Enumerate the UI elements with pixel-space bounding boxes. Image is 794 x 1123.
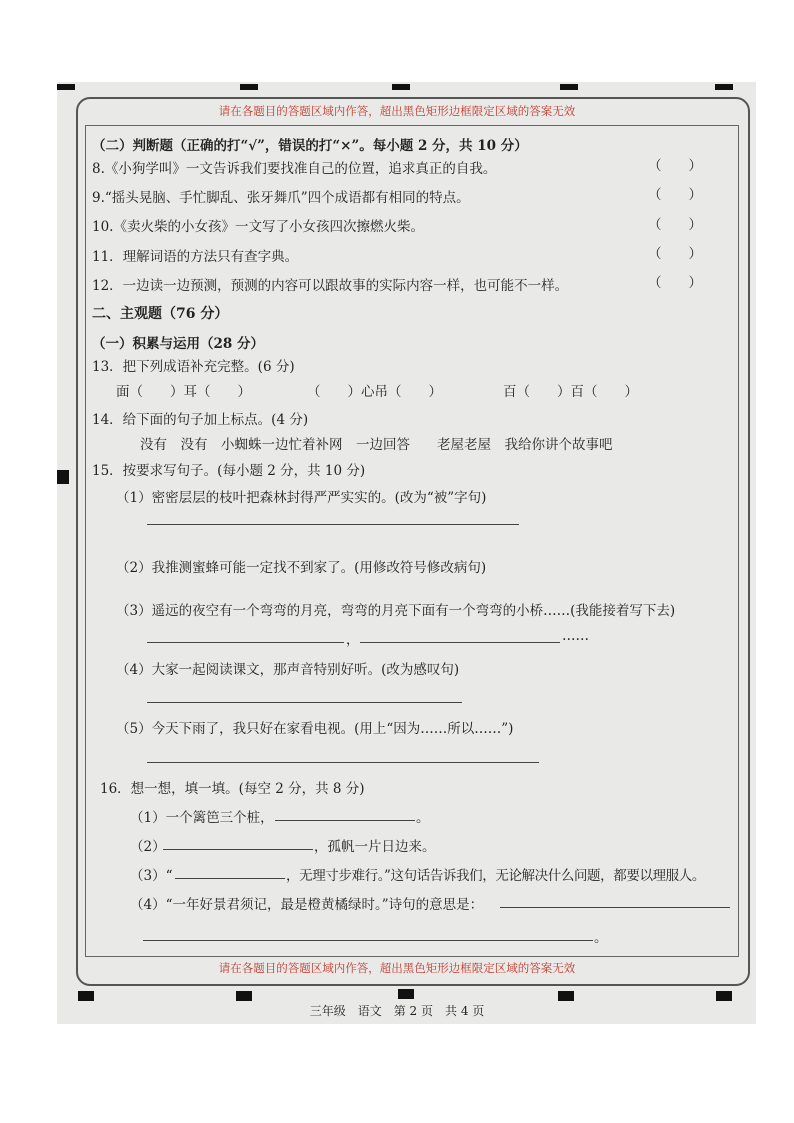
q16-item-4-end: 。 xyxy=(594,930,608,946)
alignment-mark xyxy=(558,991,574,1001)
judge-answer-11[interactable]: （ ） xyxy=(648,246,702,262)
q14-sentence: 没有 没有 小蜘蛛一边忙着补网 一边回答 老屋老屋 我给你讲个故事吧 xyxy=(140,437,613,453)
alignment-mark xyxy=(392,84,410,90)
alignment-mark xyxy=(398,989,414,999)
q13-idiom-2[interactable]: （ ）心吊（ ） xyxy=(307,384,442,400)
judge-item-11: 11．理解词语的方法只有查字典。 xyxy=(92,249,299,265)
q15-ellipsis: …… xyxy=(562,628,589,644)
q13-idiom-1[interactable]: 面（ ）耳（ ） xyxy=(116,384,251,400)
judge-item-12: 12．一边读一边预测，预测的内容可以跟故事的实际内容一样，也可能不一样。 xyxy=(92,278,569,294)
judge-item-9: 9.“摇头晃脑、手忙脚乱、张牙舞爪”四个成语都有相同的特点。 xyxy=(92,190,470,206)
alignment-mark xyxy=(715,84,733,90)
q16-item-3-end: ，无理寸步难行。”这句话告诉我们，无论解决什么问题，都要以理服人。 xyxy=(286,868,705,884)
alignment-mark xyxy=(560,84,578,90)
judge-answer-9[interactable]: （ ） xyxy=(648,187,702,203)
notice-top: 请在各题目的答题区域内作答，超出黑色矩形边框限定区域的答案无效 xyxy=(218,104,576,118)
q16-answer-line-3[interactable] xyxy=(175,878,285,879)
q15-prompt: 15．按要求写句子。(每小题 2 分，共 10 分) xyxy=(92,463,366,479)
q16-item-1-end: 。 xyxy=(416,810,430,826)
q16-item-1: （1）一个篱笆三个桩， xyxy=(130,810,274,826)
q16-answer-line-1[interactable] xyxy=(275,820,415,821)
q16-item-3-start: （3）“ xyxy=(130,868,173,884)
judge-item-8: 8.《小狗学叫》一文告诉我们要找准自己的位置，追求真正的自我。 xyxy=(92,161,497,177)
alignment-mark xyxy=(716,991,732,1001)
q16-item-2-start: （2） xyxy=(130,839,166,855)
q15-answer-line-3a[interactable] xyxy=(147,642,344,643)
alignment-mark xyxy=(236,991,252,1001)
q16-answer-line-4b[interactable] xyxy=(143,940,593,941)
alignment-mark xyxy=(240,84,258,90)
q16-item-2-end: ，孤帆一片日边来。 xyxy=(314,839,436,855)
q15-item-5: （5）今天下雨了，我只好在家看电视。(用上“因为……所以……”) xyxy=(116,721,514,737)
judge-answer-10[interactable]: （ ） xyxy=(648,217,702,233)
q15-item-2: （2）我推测蜜蜂可能一定找不到家了。(用修改符号修改病句) xyxy=(116,560,487,576)
q15-answer-line-4[interactable] xyxy=(147,702,462,703)
q16-item-4: （4）“一年好景君须记，最是橙黄橘绿时。”诗句的意思是： xyxy=(130,897,484,913)
q15-answer-line-1[interactable] xyxy=(147,524,519,525)
page-footer: 三年级 语文 第 2 页 共 4 页 xyxy=(309,1004,485,1018)
q15-answer-line-5[interactable] xyxy=(147,762,539,763)
judge-answer-12[interactable]: （ ） xyxy=(648,275,702,291)
section-accumulation-title: （一）积累与运用（28 分） xyxy=(92,336,264,352)
q16-prompt: 16．想一想，填一填。(每空 2 分，共 8 分) xyxy=(100,781,365,797)
notice-bottom: 请在各题目的答题区域内作答，超出黑色矩形边框限定区域的答案无效 xyxy=(218,961,576,975)
q13-prompt: 13．把下列成语补充完整。(6 分) xyxy=(92,359,295,375)
section-judge-title: （二）判断题（正确的打“√”，错误的打“×”。每小题 2 分，共 10 分） xyxy=(92,138,528,154)
alignment-mark xyxy=(78,991,94,1001)
q15-answer-line-3b[interactable] xyxy=(360,642,560,643)
q15-item-3: （3）遥远的夜空有一个弯弯的月亮，弯弯的月亮下面有一个弯弯的小桥……(我能接着写下去) xyxy=(116,603,676,619)
section-subjective-title: 二、主观题（76 分） xyxy=(92,306,229,322)
judge-answer-8[interactable]: （ ） xyxy=(648,158,702,174)
q15-item-1: （1）密密层层的枝叶把森林封得严严实实的。(改为“被”字句) xyxy=(116,490,487,506)
q16-answer-line-2[interactable] xyxy=(163,849,313,850)
q15-comma: ， xyxy=(346,632,360,648)
q14-prompt: 14．给下面的句子加上标点。(4 分) xyxy=(92,412,309,428)
q13-idiom-3[interactable]: 百（ ）百（ ） xyxy=(503,384,638,400)
alignment-mark xyxy=(57,84,75,90)
q16-answer-line-4a[interactable] xyxy=(500,907,730,908)
judge-item-10: 10.《卖火柴的小女孩》一文写了小女孩四次擦燃火柴。 xyxy=(92,219,424,235)
q15-item-4: （4）大家一起阅读课文，那声音特别好听。(改为感叹句) xyxy=(116,662,460,678)
alignment-mark xyxy=(57,470,69,484)
